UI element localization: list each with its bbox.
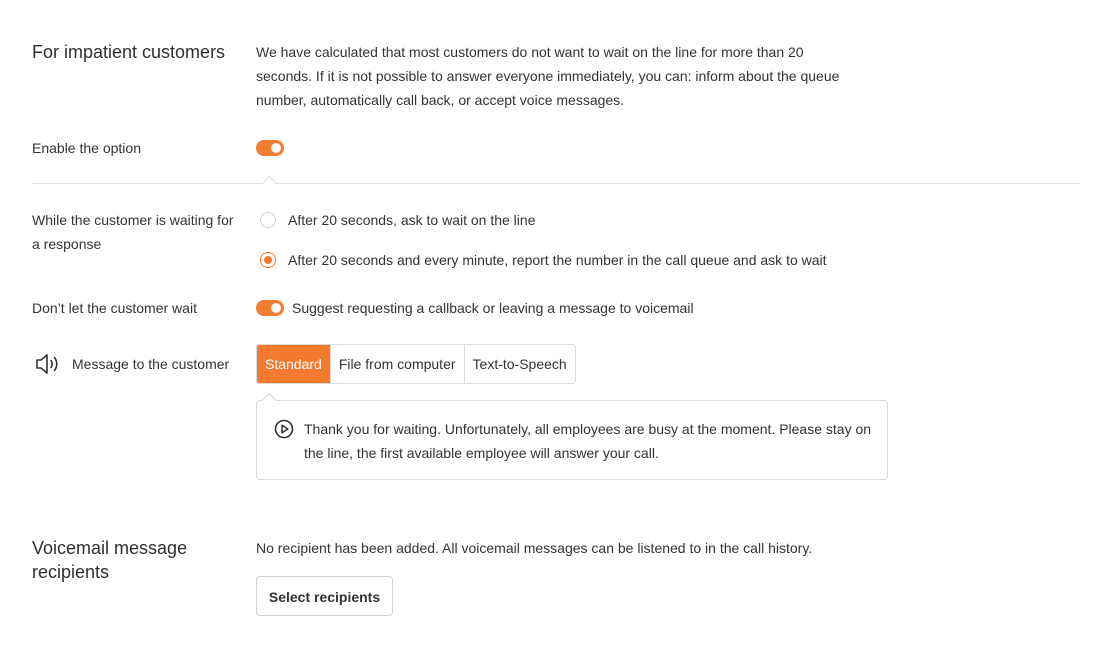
callback-toggle[interactable] xyxy=(256,300,284,316)
voicemail-description: No recipient has been added. All voicemail messages can be listened to in the call history. xyxy=(256,540,813,556)
radio-wait-on-line[interactable] xyxy=(260,212,276,228)
select-recipients-button[interactable]: Select recipients xyxy=(256,576,393,616)
tab-standard[interactable]: Standard xyxy=(257,345,331,383)
message-to-customer-label: Message to the customer xyxy=(72,356,230,372)
message-preview-box xyxy=(256,400,888,480)
voicemail-section-title: Voicemail message recipients xyxy=(32,538,188,582)
tab-file-from-computer[interactable]: File from computer xyxy=(331,345,465,383)
section-divider xyxy=(32,183,1080,184)
enable-option-label: Enable the option xyxy=(32,140,141,156)
impatient-description: We have calculated that most customers do not want to wait on the line for more than 20 seconds. If it is not possible to answer everyone immediately, you can: inform about the queue number, automatically call back, or accept voice messages. xyxy=(256,44,840,108)
play-icon[interactable] xyxy=(274,419,294,439)
toggle-knob xyxy=(271,143,281,153)
message-source-tabs xyxy=(256,344,576,384)
message-text: Thank you for waiting. Unfortunately, all employees are busy at the moment. Please stay on the line, the first available employee will answer your call. xyxy=(304,421,872,461)
callback-toggle-label: Suggest requesting a callback or leaving a message to voicemail xyxy=(292,300,694,316)
radio-wait-on-line-label[interactable]: After 20 seconds, ask to wait on the line xyxy=(288,212,536,228)
dont-wait-label: Don’t let the customer wait xyxy=(32,300,197,316)
impatient-section-title: For impatient customers xyxy=(32,42,226,62)
toggle-knob xyxy=(271,303,281,313)
tab-text-to-speech[interactable]: Text-to-Speech xyxy=(465,345,575,383)
divider-notch xyxy=(262,176,278,192)
waiting-label: While the customer is waiting for a response xyxy=(32,212,234,252)
radio-report-queue-number[interactable] xyxy=(260,252,276,268)
enable-option-toggle[interactable] xyxy=(256,140,284,156)
radio-report-queue-number-label[interactable]: After 20 seconds and every minute, report the number in the call queue and ask to wait xyxy=(288,252,827,268)
speaker-icon xyxy=(34,353,62,375)
